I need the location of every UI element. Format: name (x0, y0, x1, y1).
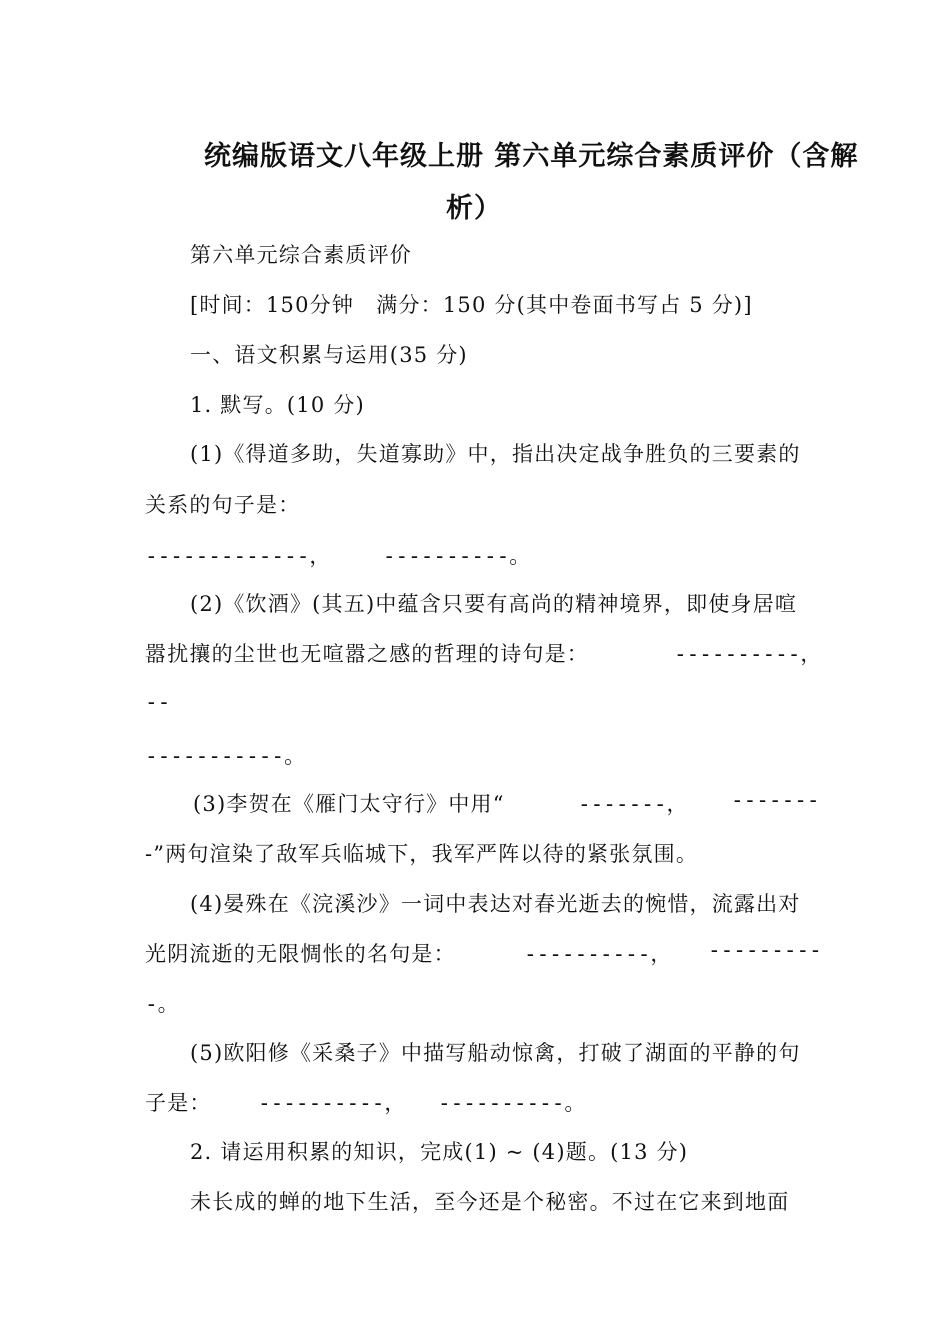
question-1-5-text-cont: 子是： (145, 1091, 212, 1115)
question-2-heading: 2. 请运用积累的知识，完成(1) ~ (4)题。(13 分) (190, 1140, 689, 1164)
question-1-4-blank-2-cont: -。 (145, 992, 179, 1016)
part-one-heading: 一、语文积累与运用(35 分) (190, 343, 468, 367)
question-1-5-blank-2: ----------。 (438, 1091, 586, 1115)
document-title-line1: 统编版语文八年级上册 第六单元综合素质评价（含解 (204, 141, 859, 172)
question-1-2-blank-1: ----------， (674, 642, 822, 666)
question-1-4-blank-1: ----------， (524, 942, 672, 966)
question-1-3-blank-1: -------， (578, 792, 688, 816)
question-2-passage: 未长成的蝉的地下生活，至今还是个秘密。不过在它来到地面 (190, 1190, 790, 1214)
question-1-2-blank-2: -----------。 (145, 744, 306, 768)
document-title-line2: 析） (446, 193, 502, 224)
question-1-5-blank-1: ----------， (258, 1091, 406, 1115)
question-1-4-blank-2: --------- (708, 938, 822, 962)
question-1-1-text-cont: 关系的句子是： (145, 493, 301, 517)
question-1-heading: 1. 默写。(10 分) (190, 393, 365, 417)
question-1-3-text: (3)李贺在《雁门太守行》中用“ (193, 792, 505, 816)
exam-info: [时间：150分钟 满分：150 分(其中卷面书写占 5 分)] (190, 293, 753, 317)
question-1-2-blank-1-cont: -- (145, 690, 171, 714)
question-1-2-text: (2)《饮酒》(其五)中蕴含只要有高尚的精神境界，即使身居喧 (190, 592, 798, 616)
question-1-1-text: (1)《得道多助，失道寡助》中，指出决定战争胜负的三要素的 (190, 442, 801, 466)
question-1-4-text: (4)晏殊在《浣溪沙》一词中表达对春光逝去的惋惜，流露出对 (190, 892, 801, 916)
question-1-4-text-cont: 光阴流逝的无限惆怅的名句是： (145, 942, 456, 966)
question-1-1-blanks: -------------， ----------。 (145, 544, 531, 568)
question-1-2-text-cont: 嚣扰攘的尘世也无喧嚣之感的哲理的诗句是： (145, 642, 589, 666)
question-1-3-text-cont: -”两句渲染了敌军兵临城下，我军严阵以待的紧张氛围。 (145, 842, 699, 866)
question-1-5-text: (5)欧阳修《采桑子》中描写船动惊禽，打破了湖面的平静的句 (190, 1041, 801, 1065)
section-heading: 第六单元综合素质评价 (190, 243, 412, 267)
question-1-3-blank-2: ------- (731, 788, 820, 812)
